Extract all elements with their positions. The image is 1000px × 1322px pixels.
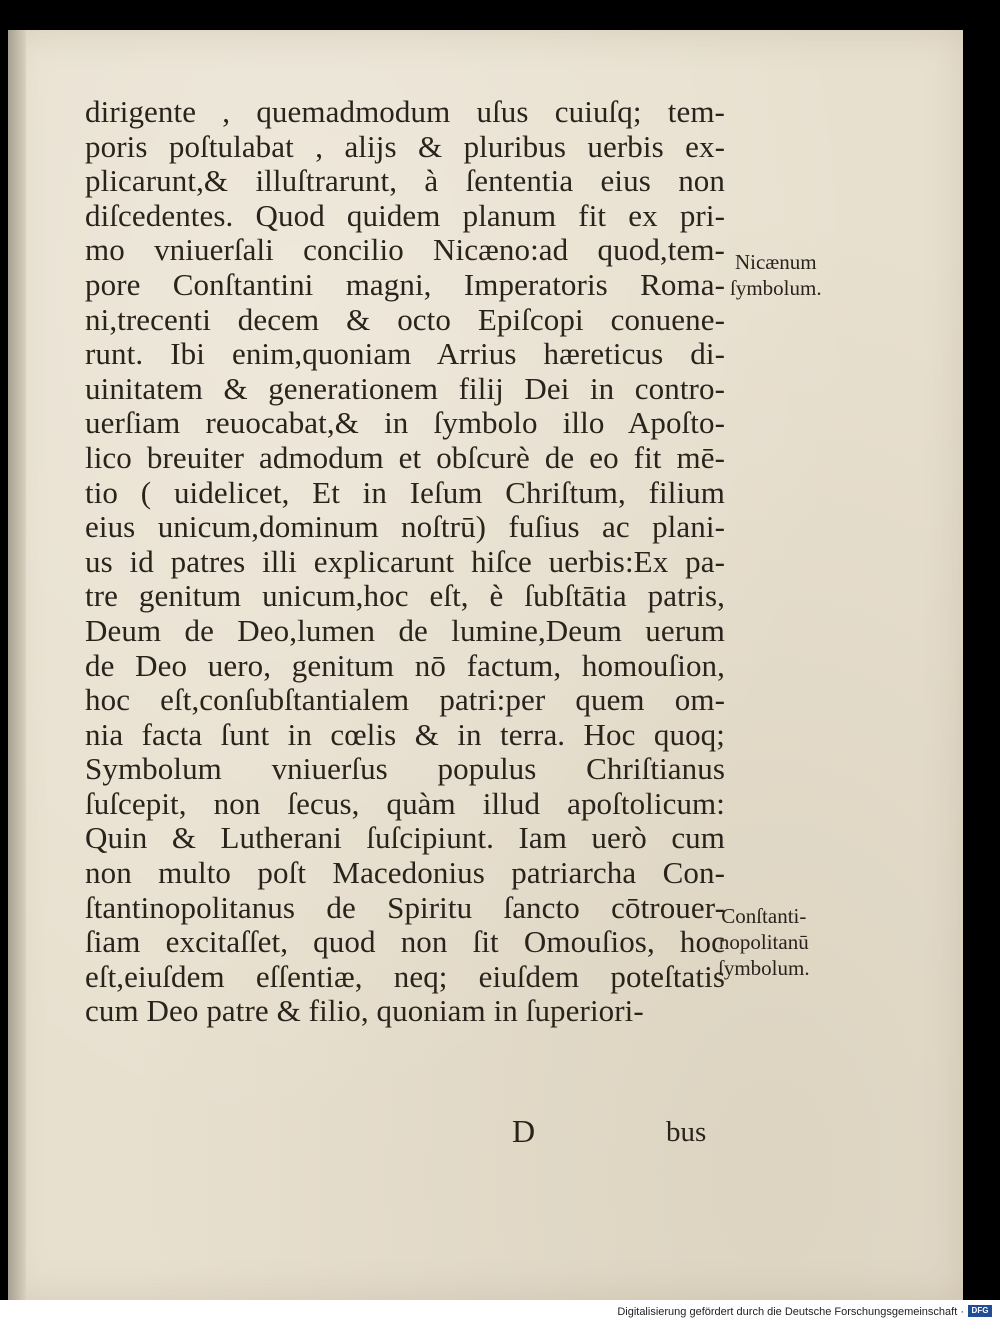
text-line: cum Deo patre & filio, quoniam in ſuperiori- xyxy=(85,993,644,1029)
footer-bar xyxy=(0,1300,1000,1322)
text-line: Symbolum vniuerſus populus Chriſtianus xyxy=(85,751,725,787)
text-line: ſiam excitaſſet, quod non ſit Omouſios, hoc xyxy=(85,924,725,960)
catchword: bus xyxy=(666,1116,707,1148)
marginal-note-line: nopolitanū xyxy=(718,930,809,954)
footer-funding-text: Digitalisierung gefördert durch die Deutsche Forschungsgemeinschaft · xyxy=(617,1306,964,1318)
text-line: dirigente , quemadmodum uſus cuiuſq; tem- xyxy=(85,94,725,129)
text-line: Quin & Lutherani ſuſcipiunt. Iam uerò cum xyxy=(85,820,725,856)
text-line: ſuſcepit, non ſecus, quàm illud apoſtolicum: xyxy=(85,785,725,821)
text-line: uerſiam reuocabat,& in ſymbolo illo Apoſto- xyxy=(85,405,725,441)
text-line: de Deo uero, genitum nō factum, homouſion, xyxy=(85,647,725,683)
marginal-note-line: Conſtanti- xyxy=(721,904,807,928)
text-line: runt. Ibi enim,quoniam Arrius hæreticus di- xyxy=(85,336,725,372)
text-line: eius unicum,dominum noſtrū) fuſius ac plani- xyxy=(85,509,725,545)
dfg-logo-icon: DFG xyxy=(968,1305,992,1317)
page-gutter xyxy=(8,30,26,1300)
text-line: ni,trecenti decem & octo Epiſcopi conuene- xyxy=(85,301,725,337)
marginal-note-constantinopolitanum xyxy=(718,903,810,981)
main-text-block xyxy=(85,95,725,1029)
text-line: us id patres illi explicarunt hiſce uerbis:Ex pa- xyxy=(85,543,725,579)
marginal-note-nicaenum xyxy=(730,249,822,301)
text-line: ſtantinopolitanus de Spiritu ſancto cōtrouer- xyxy=(85,889,725,925)
marginal-note-line: ſymbolum. xyxy=(718,956,810,980)
text-line: nia facta ſunt in cœlis & in terra. Hoc quoq; xyxy=(85,716,725,752)
text-line: eſt,eiuſdem eſſentiæ, neq; eiuſdem poteſtatis xyxy=(85,958,725,994)
text-line: tio ( uidelicet, Et in Ieſum Chriſtum, filium xyxy=(85,474,725,510)
marginal-note-line: Nicænum xyxy=(734,250,817,274)
text-line: plicarunt,& illuſtrarunt, à ſententia eius non xyxy=(85,163,725,199)
text-line: non multo poſt Macedonius patriarcha Con- xyxy=(85,855,725,891)
signature-mark: D xyxy=(512,1113,536,1149)
text-line: lico breuiter admodum et obſcurè de eo fit mē- xyxy=(85,439,725,475)
text-line: pore Conſtantini magni, Imperatoris Roma- xyxy=(85,266,725,302)
text-line: hoc eſt,conſubſtantialem patri:per quem om- xyxy=(85,682,725,718)
text-line: tre genitum unicum,hoc eſt, è ſubſtātia patris, xyxy=(85,578,725,614)
text-line: Deum de Deo,lumen de lumine,Deum uerum xyxy=(85,612,725,648)
text-line: uinitatem & generationem filij Dei in contro- xyxy=(85,370,725,406)
text-line: diſcedentes. Quod quidem planum fit ex pri- xyxy=(85,197,725,233)
text-line: poris poſtulabat , aliјs & pluribus uerbis ex- xyxy=(85,128,725,164)
marginal-note-line: ſymbolum. xyxy=(730,276,822,300)
text-line: mo vniuerſali concilio Nicæno:ad quod,tem- xyxy=(85,232,725,268)
